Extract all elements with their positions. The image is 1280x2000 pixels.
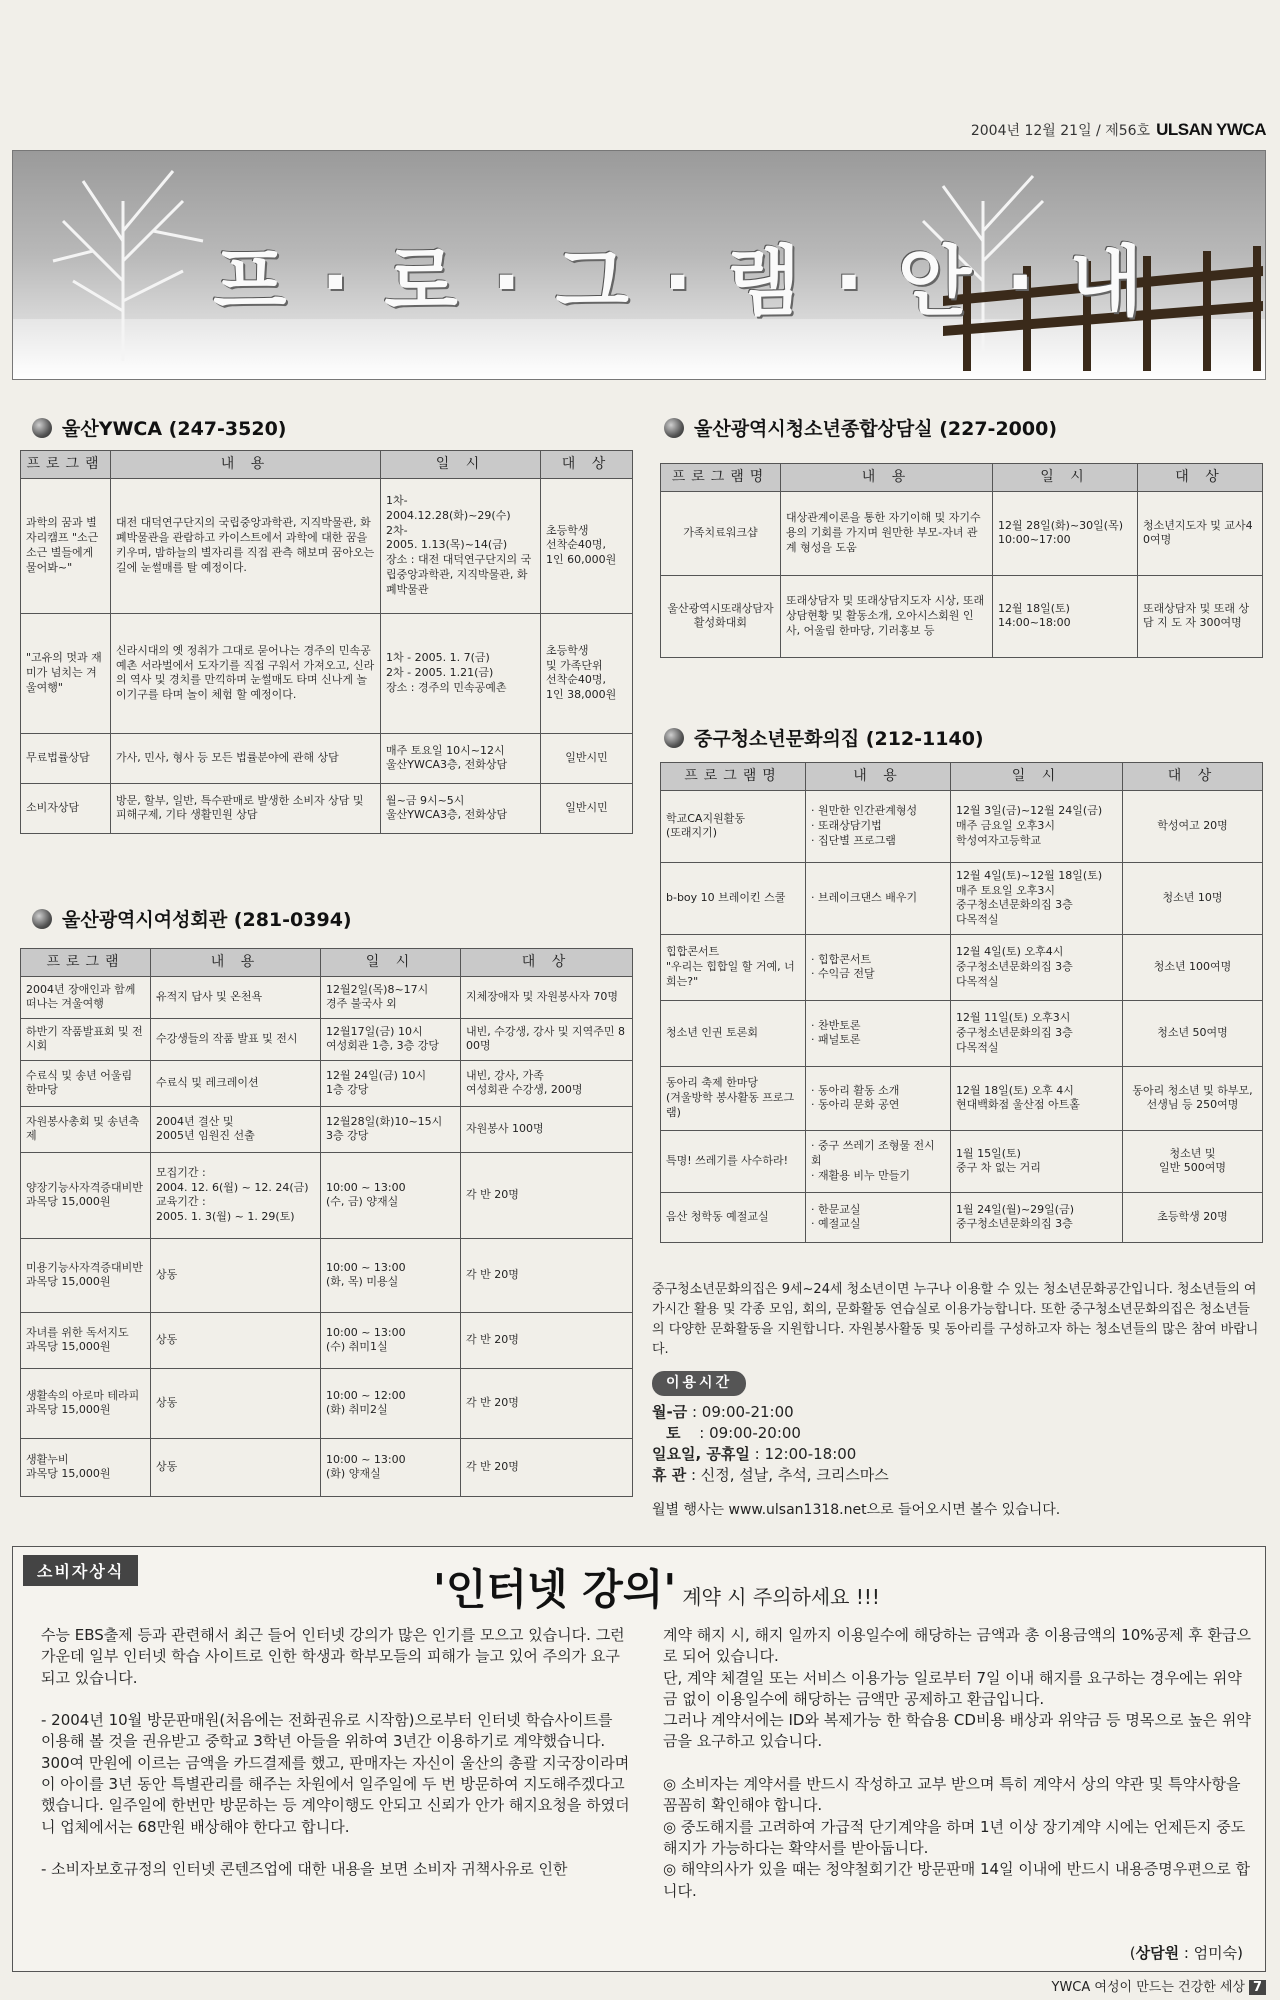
col-date: 일 시	[993, 464, 1138, 492]
page-number: 7	[1249, 1980, 1266, 1995]
headline-sub: 계약 시 주의하세요 !!!	[682, 1585, 880, 1609]
hours-label: 이용시간	[652, 1371, 746, 1397]
consumer-tag: 소비자상식	[23, 1555, 138, 1586]
monthly-events-note: 월별 행사는 www.ulsan1318.net으로 들어오시면 볼수 있습니다.	[652, 1502, 1061, 1519]
table-row: 학교CA지원활동 (또래지기) · 원만한 인간관계형성 · 또래상담기법 · 집단별 프로그램 12월 3일(금)~12월 24일(금) 매주 금요일 오후3시 학성여자고등학교 학성여고 20명	[661, 790, 1263, 862]
table-row: 자원봉사총회 및 송년축제 2004년 결산 및 2005년 임원진 선출 12월28일(화)10~15시 3층 강당 자원봉사 100명	[21, 1106, 633, 1152]
col-content: 내 용	[806, 763, 951, 791]
col-content: 내 용	[781, 464, 993, 492]
footer-text: YWCA 여성이 만드는 건강한 세상	[1051, 1980, 1245, 1995]
masthead	[971, 120, 1266, 140]
table-row: 생활누비 과목당 15,000원 상동 10:00 ~ 13:00 (화) 양재실 각 반 20명	[21, 1438, 633, 1496]
hours-row: 월-금 : 09:00-21:00	[652, 1403, 794, 1422]
table-row: 가족치료워크샵 대상관계이론을 통한 자기이해 및 자기수용의 기회를 가지며 원만한 부모-자녀 관계 형성을 도움 12월 28일(화)~30일(목) 10:00~17:00 청소년지도자 및 교사40여명	[661, 491, 1263, 575]
col-target: 대 상	[1138, 464, 1263, 492]
junggu-info	[652, 1280, 1262, 1522]
col-date: 일 시	[951, 763, 1123, 791]
bullet-icon	[664, 418, 684, 438]
program-banner	[12, 150, 1266, 380]
youth-table	[660, 463, 1263, 658]
junggu-table	[660, 762, 1263, 1243]
table-row: 음산 청학동 예절교실 · 한문교실 · 예절교실 1월 24일(월)~29일(금) 중구청소년문화의집 3층 초등학생 20명	[661, 1192, 1263, 1242]
table-row: 소비자상담 방문, 할부, 일반, 특수판매로 발생한 소비자 상담 및 피해구제, 기타 생활민원 상담 월~금 9시~5시 울산YWCA3층, 전화상담 일반시민	[21, 783, 633, 833]
col-content: 내 용	[111, 451, 381, 479]
hours-row: 휴 관 : 신정, 설날, 추석, 크리스마스	[652, 1466, 889, 1485]
banner-title: 프 · 로 · 그 · 램 · 안 · 내	[213, 237, 1147, 326]
hours-list	[652, 1402, 1262, 1486]
col-program: 프로그램	[21, 949, 151, 977]
col-target: 대 상	[541, 451, 633, 479]
consumer-text-right: 계약 해지 시, 해지 일까지 이용일수에 해당하는 금액과 총 이용금액의 10%공제 후 환급으로 되어 있습니다. 단, 계약 체결일 또는 서비스 이용가능 일로부터 7일 이내 해지를 요구하는 경우에는 위약금 없이 이용일수에 해당하는 금액만 공제하고 환급입니다. 그러나 계약서에는 ID와 복제가능 한 학습용 CD비용 배상과 위약금 등 명목으로 높은 위약금을 요구하고 있습니다. ◎ 소비자는 계약서를 반드시 작성하고 교부 받으며 특히 계약서 상의 약관 및 특약사항을 꼼꼼히 확인해야 합니다. ◎ 중도해지를 고려하여 가급적 단기계약을 하며 1년 이상 장기계약 시에는 언제든지 중도해지가 가능하다는 확약서를 받아둡니다. ◎ 해약의사가 있을 때는 청약철회기간 방문판매 14일 이내에 반드시 내용증명우편으로 합니다.	[663, 1626, 1251, 1900]
col-date: 일 시	[321, 949, 461, 977]
consumer-text-left: 수능 EBS출제 등과 관련해서 최근 들어 인터넷 강의가 많은 인기를 모으고 있습니다. 그런 가운데 일부 인터넷 학습 사이트로 인한 학생과 학부모들의 피해가 늘고 있어 주의가 요구되고 있습니다. - 2004년 10월 방문판매원(처음에는 전화권유로 시작함)으로부터 인터넷 학습사이트를 이용해 볼 것을 권유받고 중학교 3학년 아들을 위하여 3년간 이용하기로 계약했습니다. 300여 만원에 이르는 금액을 카드결제를 했고, 판매자는 자신이 울산의 총괄 지국장이라며 이 아이를 3년 동안 특별관리를 해주는 차원에서 일주일에 두 번 방문하여 지도해주겠다고 했습니다. 일주일에 한번만 방문하는 등 계약이행도 안되고 신뢰가 안가 해지요청을 하였더니 업체에서는 68만원 배상해야 한다고 합니다. - 소비자보호규정의 인터넷 콘텐즈업에 대한 내용을 보면 소비자 귀책사유로 인한	[41, 1626, 630, 1879]
table-row: "고유의 멋과 재미가 넘치는 겨울여행" 신라시대의 옛 정취가 그대로 묻어나는 경주의 민속공예촌 서라벌에서 도자기를 직접 구워서 가져오고, 신라의 역사 및 경치를 만끽하며 눈썰매도 타며 신나게 놀이기구를 타며 놀이 체험 할 예정이다. 1차 - 2005. 1. 7(금) 2차 - 2005. 1.21(금) 장소 : 경주의 민속공예촌 초등학생 및 가족단위 선착순40명, 1인 38,000원	[21, 613, 633, 733]
table-row: 특명! 쓰레기를 사수하라! · 중구 쓰레기 조형물 전시회 · 재활용 비누 만들기 1월 15일(토) 중구 차 없는 거리 청소년 및 일반 500여명	[661, 1130, 1263, 1192]
table-row: 동아리 축제 한마당 (겨울방학 봉사활동 프로그램) · 동아리 활동 소개 · 동아리 문화 공연 12월 18일(토) 오후 4시 현대백화점 울산점 아트홀 동아리 청소년 및 하부모, 선생님 등 250여명	[661, 1066, 1263, 1130]
bullet-icon	[664, 728, 684, 748]
bullet-icon	[32, 418, 52, 438]
table-row: 힙합콘서트 "우리는 힙합일 할 거예, 너희는?" · 힙합콘서트 · 수익금 전달 12월 4일(토) 오후4시 중구청소년문화의집 3층 다목적실 청소년 100여명	[661, 934, 1263, 1000]
col-target: 대 상	[461, 949, 633, 977]
issue-date: 2004년 12월 21일 / 제56호	[970, 123, 1151, 139]
table-row: 미용기능사자격증대비반 과목당 15,000원 상동 10:00 ~ 13:00 (화, 목) 미용실 각 반 20명	[21, 1238, 633, 1312]
col-program: 프로그램	[21, 451, 111, 479]
hours-row: 일요일, 공휴일 : 12:00-18:00	[652, 1445, 857, 1464]
brand-name: ULSAN YWCA	[1156, 120, 1266, 139]
col-target: 대 상	[1123, 763, 1263, 791]
table-row: 청소년 인권 토론회 · 찬반토론 · 패널토론 12월 11일(토) 오후3시 중구청소년문화의집 3층 다목적실 청소년 50여명	[661, 1000, 1263, 1066]
table-row: 무료법률상담 가사, 민사, 형사 등 모든 법률분야에 관해 상담 매주 토요일 10시~12시 울산YWCA3층, 전화상담 일반시민	[21, 733, 633, 783]
table-row: 하반기 작품발표회 및 전시회 수강생들의 작품 발표 및 전시 12월17일(금) 10시 여성회관 1층, 3층 강당 내빈, 수강생, 강사 및 지역주민 800명	[21, 1018, 633, 1060]
headline-main: '인터넷 강의'	[433, 1565, 677, 1614]
ywca-table	[20, 450, 633, 834]
consumer-headline	[433, 1557, 880, 1617]
col-content: 내 용	[151, 949, 321, 977]
women-section-title: 울산광역시여성회관 (281-0394)	[32, 905, 352, 932]
counselor-signature: (상담원 : 엄미숙)	[1129, 1944, 1243, 1962]
table-row: 울산광역시또래상담자활성화대회 또래상담자 및 또래상담지도자 시상, 또래상담현황 및 활동소개, 오아시스회원 인사, 어울림 한마당, 기러홍보 등 12월 18일(토) 14:00~18:00 또래상담자 및 또래 상 담 지 도 자 300여명	[661, 575, 1263, 657]
col-program: 프로그램명	[661, 763, 806, 791]
junggu-section-title: 중구청소년문화의집 (212-1140)	[664, 724, 984, 751]
hours-row: 토 : 09:00-20:00	[666, 1424, 801, 1443]
consumer-tips-box	[12, 1546, 1266, 1972]
col-date: 일 시	[381, 451, 541, 479]
table-row: 양장기능사자격증대비반 과목당 15,000원 모집기간 : 2004. 12. 6(월) ~ 12. 24(금) 교육기간 : 2005. 1. 3(월) ~ 1. 29(토) 10:00 ~ 13:00 (수, 금) 양재실 각 반 20명	[21, 1152, 633, 1238]
youth-section-title: 울산광역시청소년종합상담실 (227-2000)	[664, 414, 1057, 441]
table-row: 생활속의 아로마 테라피 과목당 15,000원 상동 10:00 ~ 12:00 (화) 취미2실 각 반 20명	[21, 1368, 633, 1438]
junggu-info-text: 중구청소년문화의집은 9세~24세 청소년이면 누구나 이용할 수 있는 청소년문화공간입니다. 청소년들의 여가시간 활용 및 각종 모임, 회의, 문화활동 연습실로 이용가능합니다. 또한 중구청소년문화의집은 청소년들의 다양한 문화활동을 지원합니다. 자원봉사활동 및 동아리를 구성하고자 하는 청소년들의 많은 참여 바랍니다.	[652, 1282, 1259, 1358]
table-row: 과학의 꿈과 별자리캠프 "소근소근 별들에게 물어봐~" 대전 대덕연구단지의 국립중앙과학관, 지직박물관, 화폐박물관을 관람하고 카이스트에서 과학에 대한 꿈을 키우며, 밤하늘의 별자리를 직접 관측 해보며 꿈아오는 길에 눈썰매를 탈 예정이다. 1차- 2004.12.28(화)~29(수) 2차- 2005. 1.13(목)~14(금) 장소 : 대전 대덕연구단지의 국립중앙과학관, 지직박물관, 화폐박물관 초등학생 선착순40명, 1인 60,000원	[21, 478, 633, 613]
col-program: 프로그램명	[661, 464, 781, 492]
page-footer	[1052, 1976, 1266, 1995]
bullet-icon	[32, 909, 52, 929]
table-row: 수료식 및 송년 어울림 한마당 수료식 및 레크레이션 12월 24일(금) 10시 1층 강당 내빈, 강사, 가족 여성회관 수강생, 200명	[21, 1060, 633, 1106]
winter-tree-left-icon	[23, 161, 223, 361]
table-row: 2004년 장애인과 함께 떠나는 겨울여행 유적지 답사 및 온천욕 12월2일(목)8~17시 경주 불국사 외 지체장애자 및 자원봉사자 70명	[21, 976, 633, 1018]
table-row: b-boy 10 브레이킨 스쿨 · 브레이크댄스 배우기 12월 4일(토)~12월 18일(토) 매주 토요일 오후3시 중구청소년문화의집 3층 다목적실 청소년 10명	[661, 862, 1263, 934]
women-table	[20, 948, 633, 1497]
ywca-section-title: 울산YWCA (247-3520)	[32, 414, 286, 441]
table-row: 자녀를 위한 독서지도 과목당 15,000원 상동 10:00 ~ 13:00 (수) 취미1실 각 반 20명	[21, 1312, 633, 1368]
